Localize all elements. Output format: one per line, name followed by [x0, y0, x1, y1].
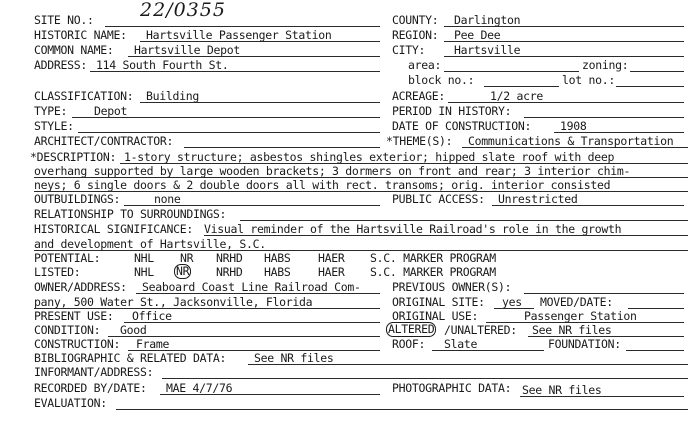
condition-label: CONDITION:	[34, 323, 101, 337]
lot-label: lot no.:	[562, 73, 615, 87]
recorded-by-value: MAE 4/7/76	[166, 381, 233, 395]
historical-significance-rule-1	[204, 235, 688, 236]
outbuildings-line	[124, 205, 380, 206]
acreage-value: 1/2 acre	[490, 89, 543, 103]
public-access-value: Unrestricted	[498, 192, 578, 206]
potential-sc-marker: S.C. MARKER PROGRAM	[370, 251, 496, 265]
listed-habs: HABS	[264, 265, 291, 279]
construction-label: CONSTRUCTION:	[34, 337, 121, 351]
architect-label: ARCHITECT/CONTRACTOR:	[34, 134, 174, 148]
moved-date-label: MOVED/DATE:	[540, 295, 613, 309]
public-access-label: PUBLIC ACCESS:	[392, 192, 485, 206]
city-line	[444, 56, 684, 57]
acreage-line	[448, 102, 684, 103]
original-site-value: yes	[502, 295, 522, 309]
acreage-label: ACREAGE:	[392, 89, 445, 103]
type-label: TYPE:	[34, 104, 68, 118]
lot-line	[616, 86, 684, 87]
foundation-line	[626, 350, 684, 351]
historic-name-line	[140, 41, 380, 42]
listed-sc-marker: S.C. MARKER PROGRAM	[370, 265, 496, 279]
roof-value: Slate	[444, 337, 478, 351]
listed-nrhd: NRHD	[216, 265, 243, 279]
common-name-value: Hartsville Depot	[134, 43, 240, 57]
altered-value: See NR files	[532, 323, 612, 337]
theme-line	[462, 147, 688, 148]
listed-haer: HAER	[318, 265, 345, 279]
classification-value: Building	[146, 89, 199, 103]
listed-label: LISTED:	[34, 265, 81, 279]
original-use-value: Passenger Station	[524, 309, 637, 323]
block-line	[484, 86, 559, 87]
style-line	[78, 132, 380, 133]
owner-line-1: Seaboard Coast Line Railroad Com-	[142, 280, 361, 294]
photographic-line	[520, 396, 684, 397]
region-value: Pee Dee	[454, 28, 501, 42]
bibliographic-value: See NR files	[254, 351, 334, 365]
bibliographic-label: BIBLIOGRAPHIC & RELATED DATA:	[34, 351, 227, 365]
potential-habs: HABS	[264, 251, 291, 265]
public-access-line	[492, 205, 684, 206]
address-value: 114 South Fourth St.	[96, 58, 229, 72]
area-label: area:	[408, 58, 442, 72]
roof-label: ROOF:	[392, 337, 426, 351]
informant-line	[162, 378, 688, 379]
present-use-line	[124, 322, 380, 323]
owner-label: OWNER/ADDRESS:	[34, 280, 127, 294]
description-line-3: neys; 6 single doors & 2 double doors all with rect. transoms; orig. interior consisted	[34, 178, 611, 192]
potential-label: POTENTIAL:	[34, 251, 101, 265]
zoning-line	[630, 71, 684, 72]
photographic-label: PHOTOGRAPHIC DATA:	[392, 381, 512, 395]
county-value: Darlington	[454, 13, 521, 27]
region-line	[444, 41, 684, 42]
period-label: PERIOD IN HISTORY:	[392, 104, 512, 118]
historical-significance-label: HISTORICAL SIGNIFICANCE:	[34, 222, 193, 236]
informant-label: INFORMANT/ADDRESS:	[34, 365, 154, 379]
theme-label: *THEME(S):	[386, 134, 453, 148]
outbuildings-label: OUTBUILDINGS:	[34, 192, 121, 206]
classification-line	[140, 102, 380, 103]
evaluation-label: EVALUATION:	[34, 396, 107, 410]
recorded-by-line	[160, 394, 380, 395]
type-value: Depot	[94, 104, 128, 118]
evaluation-line	[116, 409, 688, 410]
style-label: STYLE:	[34, 119, 74, 133]
relationship-line	[240, 220, 688, 221]
condition-value: Good	[120, 323, 147, 337]
description-rule-3	[34, 191, 688, 192]
date-construction-line	[554, 132, 684, 133]
date-construction-label: DATE OF CONSTRUCTION:	[392, 119, 532, 133]
site-no-label: SITE NO.:	[34, 13, 94, 27]
common-name-label: COMMON NAME:	[34, 43, 114, 57]
type-line	[72, 117, 380, 118]
historic-name-label: HISTORIC NAME:	[34, 28, 127, 42]
region-label: REGION:	[392, 28, 439, 42]
owner-rule-1	[136, 293, 380, 294]
foundation-label: FOUNDATION:	[548, 337, 621, 351]
historical-significance-line-2: and development of Hartsville, S.C.	[34, 237, 266, 251]
city-value: Hartsville	[454, 43, 521, 57]
previous-owners-line	[524, 293, 684, 294]
present-use-value: Office	[132, 309, 172, 323]
construction-value: Frame	[136, 337, 170, 351]
city-label: CITY:	[392, 43, 426, 57]
potential-nr: NR	[180, 251, 194, 265]
county-line	[444, 26, 684, 27]
unaltered-label: /UNALTERED:	[444, 323, 517, 337]
potential-haer: HAER	[318, 251, 345, 265]
period-line	[524, 117, 684, 118]
historical-significance-line-1: Visual reminder of the Hartsville Railroad's role in the growth	[204, 222, 622, 236]
potential-nrhd: NRHD	[216, 251, 243, 265]
historical-significance-rule-2	[34, 250, 688, 251]
bibliographic-line	[248, 364, 688, 365]
date-construction-value: 1908	[560, 119, 587, 133]
common-name-line	[128, 56, 380, 57]
classification-label: CLASSIFICATION:	[34, 89, 134, 103]
owner-line-2: pany, 500 Water St., Jacksonville, Florida	[34, 295, 313, 309]
description-line-2: overhang supported by large wooden brackets; 3 dormers on front and rear; 3 interior chim-	[34, 164, 631, 178]
area-line	[444, 71, 579, 72]
photographic-value: See NR files	[522, 383, 602, 397]
outbuildings-value: none	[154, 192, 181, 206]
block-label: block no.:	[408, 73, 475, 87]
previous-owners-label: PREVIOUS OWNER(S):	[392, 280, 512, 294]
architect-line	[184, 147, 380, 148]
altered-circled: ALTERED	[388, 322, 435, 336]
roof-line	[432, 350, 544, 351]
potential-nhl: NHL	[134, 251, 154, 265]
original-site-label: ORIGINAL SITE:	[392, 295, 485, 309]
listed-nr-circled: NR	[176, 264, 190, 278]
description-label: *DESCRIPTION:	[30, 150, 117, 164]
present-use-label: PRESENT USE:	[34, 309, 114, 323]
site-no-line	[105, 26, 380, 27]
zoning-label: zoning:	[582, 58, 629, 72]
original-use-label: ORIGINAL USE:	[392, 309, 479, 323]
historic-name-value: Hartsville Passenger Station	[146, 28, 332, 42]
theme-value: Communications & Transportation	[468, 134, 674, 148]
site-no-value: 22/0355	[140, 0, 226, 21]
listed-nhl: NHL	[134, 265, 154, 279]
relationship-label: RELATIONSHIP TO SURROUNDINGS:	[34, 207, 227, 221]
county-label: COUNTY:	[392, 13, 439, 27]
address-label: ADDRESS:	[34, 58, 87, 72]
address-line	[90, 71, 380, 72]
recorded-by-label: RECORDED BY/DATE:	[34, 381, 147, 395]
description-line-1: 1-story structure; asbestos shingles exterior; hipped slate roof with deep	[124, 150, 615, 164]
